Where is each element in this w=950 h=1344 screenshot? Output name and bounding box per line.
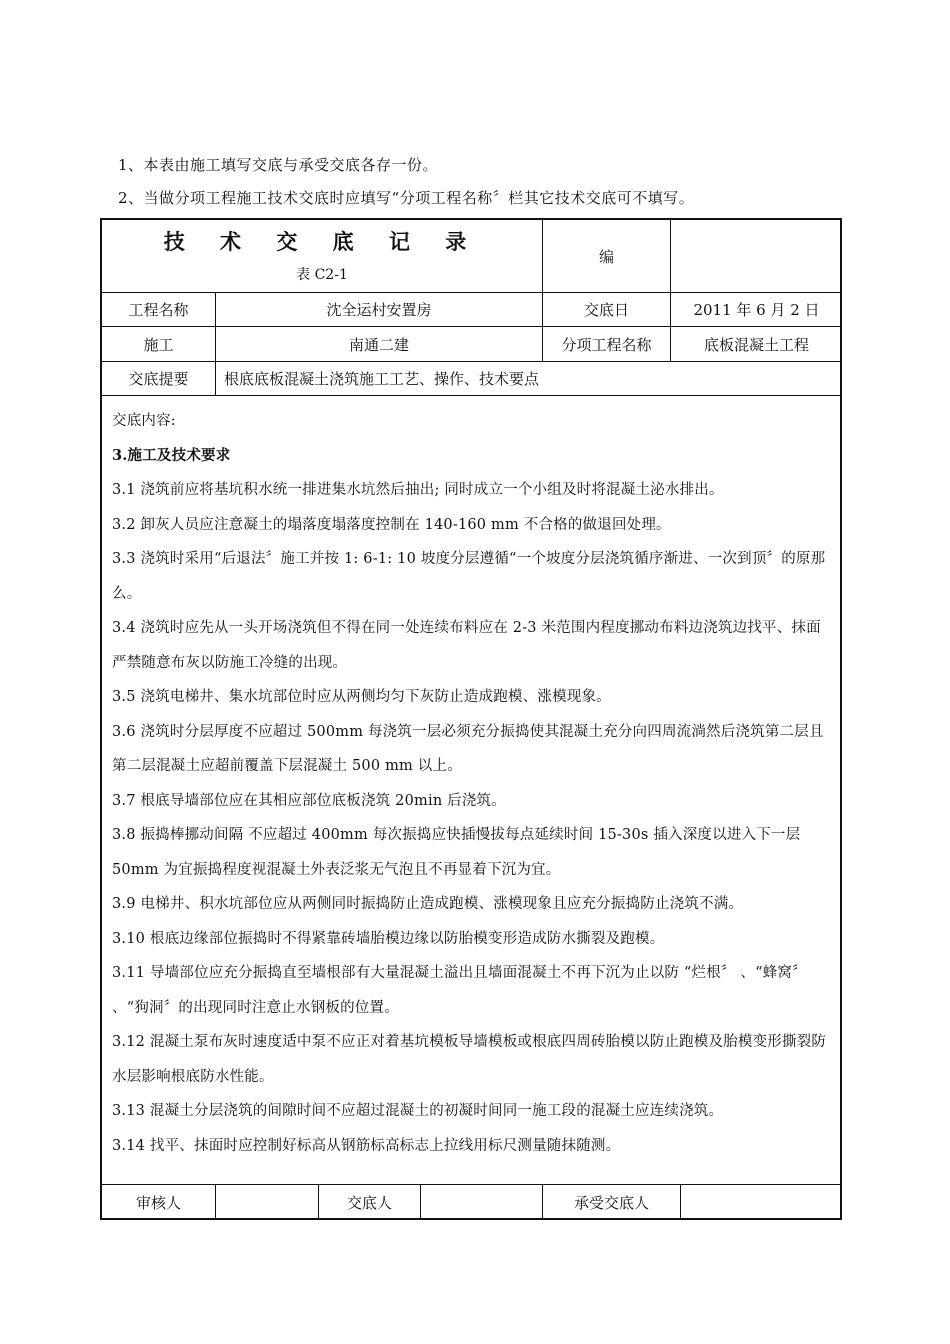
content-paragraph: 3.4 浇筑时应先从一头开场浇筑但不得在同一处连续布料应在 2-3 米范围内程度挪动布料边浇筑边找平、抹面严禁随意布灰以防施工冷缝的出现。 xyxy=(112,620,821,671)
content-paragraph: 3.5 浇筑电梯井、集水坑部位时应从两侧均匀下灰防止造成跑模、涨模现象。 xyxy=(112,689,611,705)
receiver-value xyxy=(681,1185,842,1220)
discloser-value xyxy=(421,1185,542,1220)
bian-value xyxy=(671,220,842,292)
content-label: 交底内容: xyxy=(112,413,176,429)
content-paragraph: 3.14 找平、抹面时应控制好标高从钢筋标高标志上拉线用标尺测量随抹随测。 xyxy=(112,1137,621,1154)
disclosure-date-label: 交底日 xyxy=(583,301,629,319)
content-paragraph: 3.12 混凝土泵布灰时速度适中泵不应正对着基坑模板导墙模板或根底四周砖胎模以防止跑模及胎模变形撕裂防水层影响根底防水性能。 xyxy=(112,1034,827,1085)
instruction-note-2: 2、当做分项工程施工技术交底时应填写“分项工程名称〞栏其它技术交底可不填写。 xyxy=(118,189,695,207)
content-heading: 3.施工及技术要求 xyxy=(112,446,231,464)
content-paragraph: 3.11 导墙部位应充分振捣直至墙根部有大量混凝土溢出且墙面混凝土不再下沉为止以防 “烂根〞 、“蜂窝〞 、“狗洞〞的出现同时注意止水钢板的位置。 xyxy=(112,965,807,1016)
form-code: 表 C2-1 xyxy=(296,267,348,283)
disclosure-record-table xyxy=(100,218,842,1220)
form-title: 技 术 交 底 记 录 xyxy=(163,229,481,254)
content-paragraph: 3.13 混凝土分层浇筑的间隙时间不应超过混凝土的初凝时间同一施工段的混凝土应连续浇筑。 xyxy=(112,1103,724,1119)
instruction-note-1: 1、本表由施工填写交底与承受交底各存一份。 xyxy=(118,156,439,174)
contractor-value: 南通二建 xyxy=(348,335,409,354)
subitem-name-value: 底板混凝土工程 xyxy=(703,335,809,354)
project-name-value: 沈全运村安置房 xyxy=(326,301,432,319)
content-paragraph: 3.8 振捣棒挪动间隔 不应超过 400mm 每次振捣应快插慢拔每点延续时间 15-30s 插入深度以进入下一层 50mm 为宜振捣程度视混凝土外表泛浆无气泡且不再显着下沉为宜。 xyxy=(112,827,801,878)
reviewer-value xyxy=(216,1185,318,1220)
content-paragraph: 3.9 电梯井、积水坑部位应从两侧同时振捣防止造成跑模、涨模现象且应充分振捣防止浇筑不满。 xyxy=(112,896,744,912)
disclosure-date-value: 2011 年 6 月 2 日 xyxy=(693,301,820,319)
receiver-label: 承受交底人 xyxy=(573,1194,649,1212)
content-paragraph: 3.2 卸灰人员应注意凝土的塌落度塌落度控制在 140-160 mm 不合格的做退回处理。 xyxy=(112,516,671,533)
content-paragraph: 3.1 浇筑前应将基坑积水统一排进集水坑然后抽出; 同时成立一个小组及时将混凝土泌水排出。 xyxy=(112,482,724,498)
disclosure-content xyxy=(112,404,832,1163)
reviewer-label: 审核人 xyxy=(135,1194,181,1212)
subitem-name-label: 分项工程名称 xyxy=(561,335,652,354)
content-paragraph: 3.6 浇筑时分层厚度不应超过 500mm 每浇筑一层必须充分振捣使其混凝土充分向四周流淌然后浇筑第二层且第二层混凝土应超前覆盖下层混凝土 500 mm 以上。 xyxy=(112,723,824,774)
content-paragraph: 3.10 根底边缘部位振捣时不得紧靠砖墙胎模边缘以防胎模变形造成防水撕裂及跑模。 xyxy=(112,930,665,947)
content-paragraph: 3.7 根底导墙部位应在其相应部位底板浇筑 20min 后浇筑。 xyxy=(112,792,506,809)
contractor-label: 施工 xyxy=(143,335,174,354)
project-name-label: 工程名称 xyxy=(128,301,189,319)
bian-label: 编 xyxy=(598,247,614,266)
summary-value: 根底底板混凝土浇筑施工工艺、操作、技术要点 xyxy=(224,370,540,388)
summary-label: 交底提要 xyxy=(128,370,189,388)
discloser-label: 交底人 xyxy=(346,1194,392,1212)
content-paragraph: 3.3 浇筑时采用“后退法〞施工并按 1: 6-1: 10 坡度分层遵循“一个坡度分层浇筑循序渐进、一次到顶〞的原那么。 xyxy=(112,551,826,602)
